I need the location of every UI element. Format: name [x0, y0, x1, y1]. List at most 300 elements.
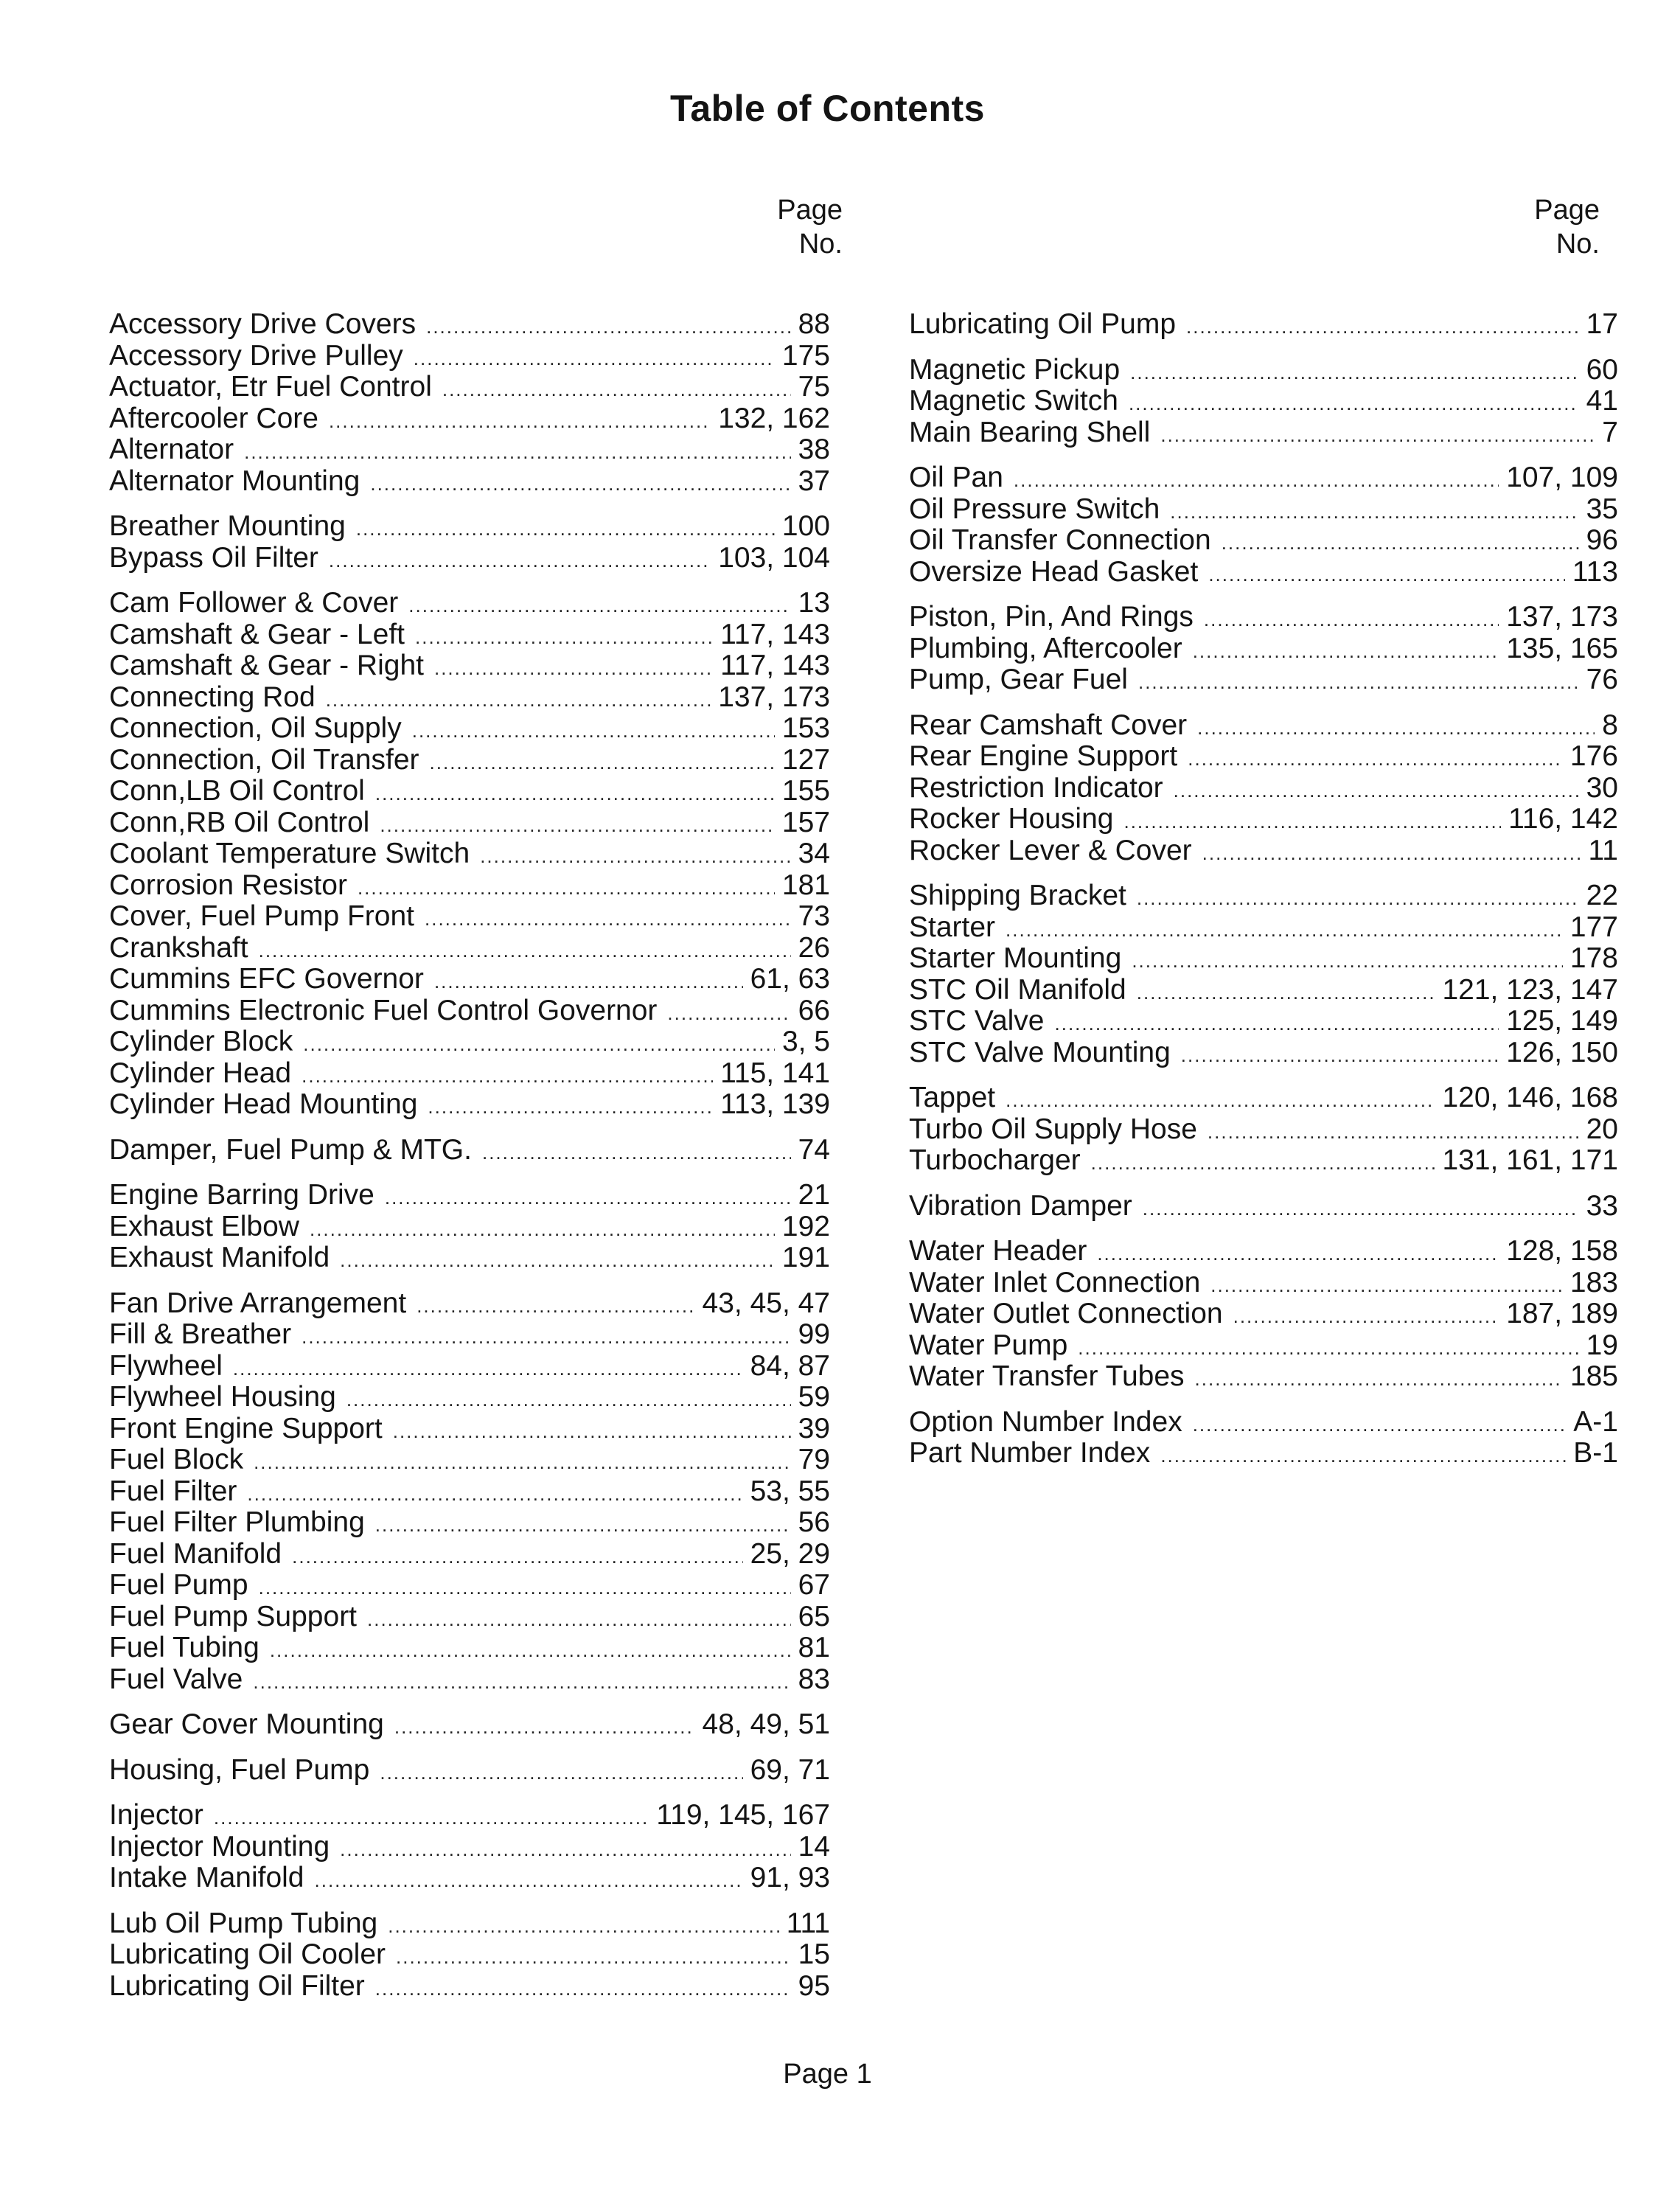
toc-entry-title: Cylinder Head — [109, 1057, 292, 1089]
toc-entry-title: Cylinder Block — [109, 1026, 293, 1057]
dot-leader — [1181, 1040, 1499, 1071]
toc-entry-title: Rocker Housing — [909, 803, 1114, 835]
toc-entry-title: Cam Follower & Cover — [109, 587, 399, 619]
toc-entry-plumbing-aftercooler — [909, 633, 1618, 665]
dot-leader — [1137, 977, 1435, 1009]
dot-leader — [1195, 1363, 1563, 1395]
toc-entry-title: Lub Oil Pump Tubing — [109, 1907, 378, 1939]
toc-entry-title: Water Transfer Tubes — [909, 1360, 1185, 1392]
toc-entry-page: 25, 29 — [750, 1537, 830, 1570]
toc-entry-title: Accessory Drive Covers — [109, 308, 417, 340]
dot-leader — [1204, 604, 1499, 636]
toc-entry-page: 66 — [798, 994, 830, 1026]
dot-leader — [329, 406, 711, 437]
toc-entry-title: Cummins EFC Governor — [109, 963, 424, 995]
toc-entry-page: 128, 158 — [1506, 1235, 1618, 1267]
dot-leader — [1186, 311, 1579, 343]
dot-leader — [442, 374, 791, 406]
toc-entry-page: 113, 139 — [720, 1088, 830, 1120]
toc-group — [909, 1407, 1618, 1470]
dot-leader — [1197, 712, 1595, 744]
dot-leader — [415, 622, 713, 653]
toc-entry-title: Magnetic Pickup — [909, 353, 1121, 386]
toc-entry-title: Oil Pressure Switch — [909, 493, 1160, 525]
toc-entry-title: Alternator Mounting — [109, 465, 360, 497]
toc-entry-title: Water Header — [909, 1235, 1087, 1267]
toc-entry-starter — [909, 912, 1618, 944]
toc-entry-page: 43, 45, 47 — [702, 1287, 830, 1319]
toc-left-column — [109, 309, 830, 2016]
toc-entry-page: 26 — [798, 931, 830, 964]
dot-leader — [356, 513, 775, 545]
toc-entry-page: 19 — [1586, 1329, 1618, 1361]
toc-entry-page: 176 — [1569, 740, 1618, 772]
dot-leader — [1222, 527, 1579, 559]
toc-entry-page: 76 — [1586, 664, 1618, 695]
toc-entry-title: Lubricating Oil Pump — [909, 308, 1177, 340]
toc-entry-vibration-damper — [909, 1191, 1618, 1222]
dot-leader — [340, 1245, 775, 1276]
toc-group — [109, 511, 830, 574]
toc-entry-camshaft-gear-right — [109, 650, 830, 682]
toc-entry-exhaust-manifold — [109, 1242, 830, 1274]
toc-entry-title: Corrosion Resistor — [109, 869, 347, 901]
toc-entry-shipping-bracket — [909, 880, 1618, 912]
toc-entry-tappet — [909, 1082, 1618, 1114]
toc-entry-page: 95 — [798, 1969, 830, 2002]
toc-entry-turbo-oil-supply-hose — [909, 1114, 1618, 1146]
toc-group — [109, 309, 830, 497]
toc-entry-title: Rear Camshaft Cover — [909, 709, 1188, 741]
toc-entry-page: 59 — [798, 1381, 830, 1413]
toc-entry-page: 61, 63 — [750, 963, 830, 995]
toc-entry-page: 60 — [1586, 353, 1618, 386]
dot-leader — [1091, 1147, 1435, 1179]
dot-leader — [1006, 914, 1563, 946]
toc-entry-oil-transfer-connection — [909, 525, 1618, 557]
toc-entry-page: 119, 145, 167 — [656, 1799, 830, 1831]
toc-entry-injector — [109, 1800, 830, 1832]
toc-entry-title: Rocker Lever & Cover — [909, 834, 1192, 866]
toc-entry-housing-fuel-pump — [109, 1755, 830, 1787]
dot-leader — [412, 715, 775, 747]
toc-entry-oil-pan — [909, 462, 1618, 494]
toc-entry-page: 155 — [781, 775, 830, 807]
toc-entry-page: 192 — [781, 1210, 830, 1242]
toc-entry-page: 17 — [1586, 308, 1618, 340]
toc-entry-page: 14 — [798, 1830, 830, 1863]
toc-entry-cylinder-block — [109, 1026, 830, 1058]
dot-leader — [417, 1290, 694, 1322]
toc-entry-cylinder-head — [109, 1058, 830, 1090]
toc-entry-title: Intake Manifold — [109, 1862, 304, 1893]
toc-entry-stc-oil-manifold — [909, 975, 1618, 1006]
toc-entry-page: 100 — [781, 510, 830, 542]
toc-entry-rocker-lever-cover — [909, 835, 1618, 867]
toc-entry-page: 177 — [1569, 911, 1618, 943]
page-number-header-right — [1504, 193, 1600, 261]
toc-entry-title: Housing, Fuel Pump — [109, 1753, 370, 1786]
toc-entry-title: Connecting Rod — [109, 681, 316, 713]
toc-entry-bypass-oil-filter — [109, 543, 830, 574]
dot-leader — [385, 1182, 791, 1214]
toc-entry-title: Breather Mounting — [109, 510, 346, 542]
dot-leader — [302, 1321, 791, 1353]
toc-entry-title: Fan Drive Arrangement — [109, 1287, 407, 1319]
toc-entry-title: Cover, Fuel Pump Front — [109, 900, 414, 932]
toc-entry-fan-drive-arrangement — [109, 1288, 830, 1320]
toc-entry-page: 178 — [1569, 942, 1618, 974]
toc-entry-page: 34 — [798, 838, 830, 869]
dot-leader — [1208, 1116, 1579, 1148]
toc-entry-page: 35 — [1586, 493, 1618, 525]
toc-entry-page: 107, 109 — [1506, 462, 1618, 493]
toc-entry-title: Fuel Block — [109, 1444, 244, 1475]
toc-entry-page: 132, 162 — [718, 402, 830, 434]
dot-leader — [259, 1572, 791, 1604]
dot-leader — [259, 935, 791, 967]
toc-entry-gear-cover-mounting — [109, 1709, 830, 1741]
toc-entry-main-bearing-shell — [909, 417, 1618, 449]
toc-entry-page: 38 — [798, 434, 830, 465]
toc-group — [909, 602, 1618, 696]
toc-group — [109, 1908, 830, 2003]
toc-entry-fuel-manifold — [109, 1539, 830, 1571]
dot-leader — [414, 343, 775, 375]
toc-entry-cummins-efc-governor — [109, 964, 830, 995]
toc-entry-page: 131, 161, 171 — [1442, 1144, 1618, 1176]
toc-group — [909, 462, 1618, 588]
dot-leader — [1097, 1238, 1499, 1270]
toc-entry-conn-rb-oil-control — [109, 807, 830, 839]
toc-entry-fuel-tubing — [109, 1632, 830, 1664]
dot-leader — [1160, 420, 1595, 451]
dot-leader — [1174, 775, 1579, 807]
toc-entry-title: Flywheel Housing — [109, 1381, 336, 1413]
dot-leader — [367, 1604, 791, 1635]
dot-leader — [1014, 465, 1499, 496]
toc-entry-page: 157 — [781, 806, 830, 838]
dot-leader — [1130, 357, 1578, 389]
toc-entry-flywheel — [109, 1351, 830, 1382]
toc-entry-lubricating-oil-pump — [909, 309, 1618, 341]
toc-entry-magnetic-switch — [909, 386, 1618, 417]
toc-entry-title: Gear Cover Mounting — [109, 1708, 384, 1740]
toc-entry-cummins-electronic-fuel-control-governor — [109, 995, 830, 1027]
toc-entry-page: 83 — [798, 1663, 830, 1695]
toc-entry-title: Fuel Valve — [109, 1663, 243, 1695]
toc-entry-page: 126, 150 — [1506, 1036, 1618, 1068]
toc-entry-front-engine-support — [109, 1413, 830, 1445]
toc-entry-cover-fuel-pump-front — [109, 901, 830, 933]
dot-leader — [1055, 1008, 1499, 1040]
toc-group — [109, 1755, 830, 1787]
toc-entry-actuator-etr-fuel-control — [109, 372, 830, 403]
dot-leader — [428, 1091, 713, 1123]
toc-entry-option-number-index — [909, 1407, 1618, 1439]
dot-leader — [393, 1416, 791, 1447]
toc-entry-title: Flywheel — [109, 1349, 223, 1382]
toc-entry-title: Water Pump — [909, 1329, 1068, 1361]
toc-group — [909, 355, 1618, 449]
toc-entry-page: 99 — [798, 1318, 830, 1350]
toc-entry-stc-valve — [909, 1006, 1618, 1037]
dot-leader — [302, 1060, 713, 1092]
dot-leader — [375, 1973, 791, 2005]
toc-entry-title: Turbo Oil Supply Hose — [909, 1113, 1197, 1145]
dot-leader — [1137, 883, 1579, 914]
dot-leader — [329, 545, 711, 577]
toc-entry-title: Fill & Breather — [109, 1318, 292, 1350]
toc-entry-title: Starter Mounting — [909, 942, 1122, 974]
toc-entry-water-pump — [909, 1330, 1618, 1362]
dot-leader — [408, 590, 790, 622]
toc-entry-title: Engine Barring Drive — [109, 1179, 374, 1211]
toc-entry-title: Main Bearing Shell — [909, 416, 1151, 448]
toc-entry-fill-breather — [109, 1319, 830, 1351]
toc-entry-cylinder-head-mounting — [109, 1089, 830, 1121]
dot-leader — [1208, 559, 1564, 591]
dot-leader — [480, 841, 790, 872]
toc-entry-title: Oversize Head Gasket — [909, 555, 1199, 588]
toc-entry-stc-valve-mounting — [909, 1037, 1618, 1069]
toc-entry-page: 39 — [798, 1412, 830, 1444]
toc-entry-title: Crankshaft — [109, 931, 248, 964]
dot-leader — [1123, 806, 1501, 838]
dot-leader — [254, 1447, 791, 1478]
toc-entry-rear-camshaft-cover — [909, 710, 1618, 742]
toc-entry-title: Water Outlet Connection — [909, 1298, 1223, 1329]
dot-leader — [1210, 1270, 1563, 1301]
toc-entry-connection-oil-transfer — [109, 745, 830, 776]
toc-entry-page: 115, 141 — [720, 1057, 830, 1089]
toc-entry-corrosion-resistor — [109, 870, 830, 902]
toc-entry-title: Turbocharger — [909, 1144, 1081, 1176]
toc-entry-exhaust-elbow — [109, 1211, 830, 1243]
toc-entry-page: 135, 165 — [1506, 632, 1618, 664]
toc-entry-title: Fuel Tubing — [109, 1632, 259, 1663]
toc-entry-cam-follower-cover — [109, 588, 830, 619]
dot-leader — [1202, 838, 1581, 869]
toc-entry-water-outlet-connection — [909, 1298, 1618, 1330]
toc-entry-title: Cummins Electronic Fuel Control Governor — [109, 994, 658, 1026]
toc-entry-lubricating-oil-cooler — [109, 1939, 830, 1971]
toc-entry-page: 181 — [781, 869, 830, 901]
toc-entry-damper-fuel-pump-mtg — [109, 1135, 830, 1166]
dot-leader — [1193, 636, 1499, 667]
dot-leader — [1160, 1440, 1566, 1472]
dot-leader — [1138, 667, 1579, 698]
toc-entry-page: 187, 189 — [1506, 1298, 1618, 1329]
dot-leader — [394, 1711, 695, 1743]
toc-entry-page: 33 — [1586, 1189, 1618, 1222]
toc-group — [909, 710, 1618, 867]
toc-entry-page: 8 — [1602, 709, 1618, 741]
toc-entry-page: 21 — [798, 1179, 830, 1211]
toc-entry-page: 137, 173 — [1506, 601, 1618, 633]
dot-leader — [310, 1214, 775, 1245]
dot-leader — [270, 1635, 791, 1666]
toc-group — [109, 1288, 830, 1696]
toc-entry-title: STC Valve — [909, 1005, 1045, 1037]
dot-leader — [303, 1029, 775, 1060]
toc-entry-title: Starter — [909, 911, 996, 943]
toc-entry-title: Damper, Fuel Pump & MTG. — [109, 1133, 472, 1166]
toc-entry-connecting-rod — [109, 682, 830, 714]
toc-group — [109, 1800, 830, 1894]
toc-entry-page: 56 — [798, 1506, 830, 1538]
toc-entry-fuel-filter-plumbing — [109, 1507, 830, 1539]
toc-entry-title: Coolant Temperature Switch — [109, 838, 470, 869]
dot-leader — [1193, 1409, 1567, 1441]
toc-entry-title: Plumbing, Aftercooler — [909, 632, 1182, 664]
toc-entry-page: 185 — [1569, 1360, 1618, 1392]
toc-entry-pump-gear-fuel — [909, 664, 1618, 696]
toc-entry-accessory-drive-covers — [109, 309, 830, 341]
toc-entry-page: 69, 71 — [750, 1753, 830, 1786]
dot-leader — [1006, 1085, 1435, 1116]
toc-entry-connection-oil-supply — [109, 713, 830, 745]
toc-entry-breather-mounting — [109, 511, 830, 543]
toc-entry-title: Bypass Oil Filter — [109, 541, 318, 574]
dot-leader — [1129, 388, 1579, 420]
toc-entry-title: Oil Transfer Connection — [909, 524, 1211, 556]
page-title: Table of Contents — [669, 88, 985, 129]
dot-leader — [214, 1802, 649, 1834]
dot-leader — [326, 684, 711, 716]
toc-entry-page: 65 — [798, 1600, 830, 1632]
dot-leader — [426, 311, 791, 343]
toc-entry-title: Exhaust Manifold — [109, 1242, 330, 1273]
dot-leader — [396, 1941, 791, 1973]
toc-entry-title: Rear Engine Support — [909, 740, 1178, 772]
dot-leader — [434, 966, 743, 998]
toc-entry-alternator — [109, 434, 830, 466]
dot-leader — [1132, 945, 1563, 977]
toc-entry-title: Oil Pan — [909, 462, 1003, 493]
toc-entry-page: 53, 55 — [750, 1475, 830, 1507]
toc-entry-fuel-valve — [109, 1664, 830, 1696]
toc-entry-page: 67 — [798, 1569, 830, 1601]
toc-entry-page: 20 — [1586, 1113, 1618, 1145]
toc-entry-page: 96 — [1586, 524, 1618, 556]
toc-entry-title: Conn,LB Oil Control — [109, 775, 365, 807]
toc-entry-page: 74 — [798, 1133, 830, 1166]
toc-entry-lub-oil-pump-tubing — [109, 1908, 830, 1940]
toc-entry-title: Restriction Indicator — [909, 771, 1163, 804]
toc-entry-page: 11 — [1588, 834, 1618, 866]
toc-entry-crankshaft — [109, 933, 830, 964]
dot-leader — [1078, 1332, 1578, 1364]
toc-entry-intake-manifold — [109, 1863, 830, 1894]
toc-entry-piston-pin-and-rings — [909, 602, 1618, 633]
page-number-header-left — [737, 193, 843, 261]
toc-entry-camshaft-gear-left — [109, 619, 830, 651]
toc-entry-title: Piston, Pin, And Rings — [909, 601, 1194, 633]
toc-group — [909, 1191, 1618, 1222]
toc-entry-title: Fuel Filter — [109, 1475, 237, 1507]
toc-entry-engine-barring-drive — [109, 1180, 830, 1211]
toc-entry-injector-mounting — [109, 1832, 830, 1863]
toc-entry-title: Magnetic Switch — [909, 385, 1118, 417]
dot-leader — [253, 1666, 790, 1698]
dot-leader — [247, 1478, 742, 1510]
dot-leader — [667, 998, 790, 1029]
toc-entry-page: 79 — [798, 1444, 830, 1475]
toc-entry-page: 41 — [1586, 385, 1618, 417]
dot-leader — [244, 437, 791, 468]
dot-leader — [380, 810, 775, 841]
toc-entry-aftercooler-core — [109, 403, 830, 435]
toc-entry-page: 117, 143 — [720, 618, 830, 650]
toc-entry-page: B-1 — [1573, 1437, 1618, 1469]
toc-group — [909, 880, 1618, 1068]
toc-entry-page: 183 — [1569, 1266, 1618, 1298]
toc-entry-page: 37 — [798, 465, 830, 497]
toc-entry-title: Lubricating Oil Filter — [109, 1969, 365, 2002]
toc-entry-page: 48, 49, 51 — [702, 1708, 830, 1740]
toc-entry-fuel-pump — [109, 1570, 830, 1601]
toc-entry-title: Alternator — [109, 434, 234, 465]
toc-entry-accessory-drive-pulley — [109, 341, 830, 372]
toc-entry-title: Fuel Filter Plumbing — [109, 1506, 365, 1538]
toc-entry-title: Connection, Oil Supply — [109, 712, 402, 744]
dot-leader — [375, 1509, 791, 1541]
toc-entry-page: 117, 143 — [720, 650, 830, 681]
toc-group — [909, 1082, 1618, 1177]
toc-entry-title: STC Valve Mounting — [909, 1036, 1171, 1068]
toc-entry-page: 111 — [786, 1907, 830, 1939]
toc-entry-title: Fuel Manifold — [109, 1537, 282, 1570]
dot-leader — [315, 1865, 743, 1896]
toc-entry-lubricating-oil-filter — [109, 1971, 830, 2003]
toc-entry-title: Part Number Index — [909, 1437, 1151, 1469]
toc-entry-page: 116, 142 — [1508, 803, 1618, 835]
toc-entry-title: Fuel Pump — [109, 1569, 248, 1601]
toc-entry-page: A-1 — [1573, 1405, 1618, 1438]
toc-entry-page: 81 — [798, 1632, 830, 1663]
page-footer: Page 1 — [783, 2059, 872, 2090]
toc-entry-coolant-temperature-switch — [109, 838, 830, 870]
toc-entry-page: 75 — [798, 371, 830, 403]
toc-entry-restriction-indicator — [909, 773, 1618, 804]
toc-entry-title: Injector — [109, 1799, 203, 1831]
toc-entry-title: Actuator, Etr Fuel Control — [109, 371, 432, 403]
toc-entry-page: 91, 93 — [750, 1862, 830, 1893]
dot-leader — [380, 1757, 742, 1789]
toc-right-column — [909, 309, 1618, 1484]
toc-entry-page: 13 — [798, 587, 830, 619]
toc-entry-page: 127 — [781, 743, 830, 776]
dot-leader — [1233, 1301, 1499, 1332]
toc-entry-turbocharger — [909, 1145, 1618, 1177]
dot-leader — [1143, 1193, 1579, 1225]
dot-leader — [292, 1541, 742, 1573]
dot-leader — [233, 1353, 743, 1385]
toc-entry-part-number-index — [909, 1438, 1618, 1470]
toc-entry-title: Lubricating Oil Cooler — [109, 1938, 386, 1970]
toc-entry-title: Front Engine Support — [109, 1412, 383, 1444]
toc-entry-water-header — [909, 1236, 1618, 1267]
toc-group — [109, 588, 830, 1121]
dot-leader — [388, 1910, 779, 1942]
dot-leader — [430, 747, 775, 779]
toc-entry-title: Tappet — [909, 1082, 996, 1113]
toc-entry-oversize-head-gasket — [909, 557, 1618, 588]
toc-entry-title: Camshaft & Gear - Right — [109, 650, 424, 681]
toc-entry-title: Cylinder Head Mounting — [109, 1088, 418, 1120]
toc-entry-title: Injector Mounting — [109, 1830, 330, 1863]
